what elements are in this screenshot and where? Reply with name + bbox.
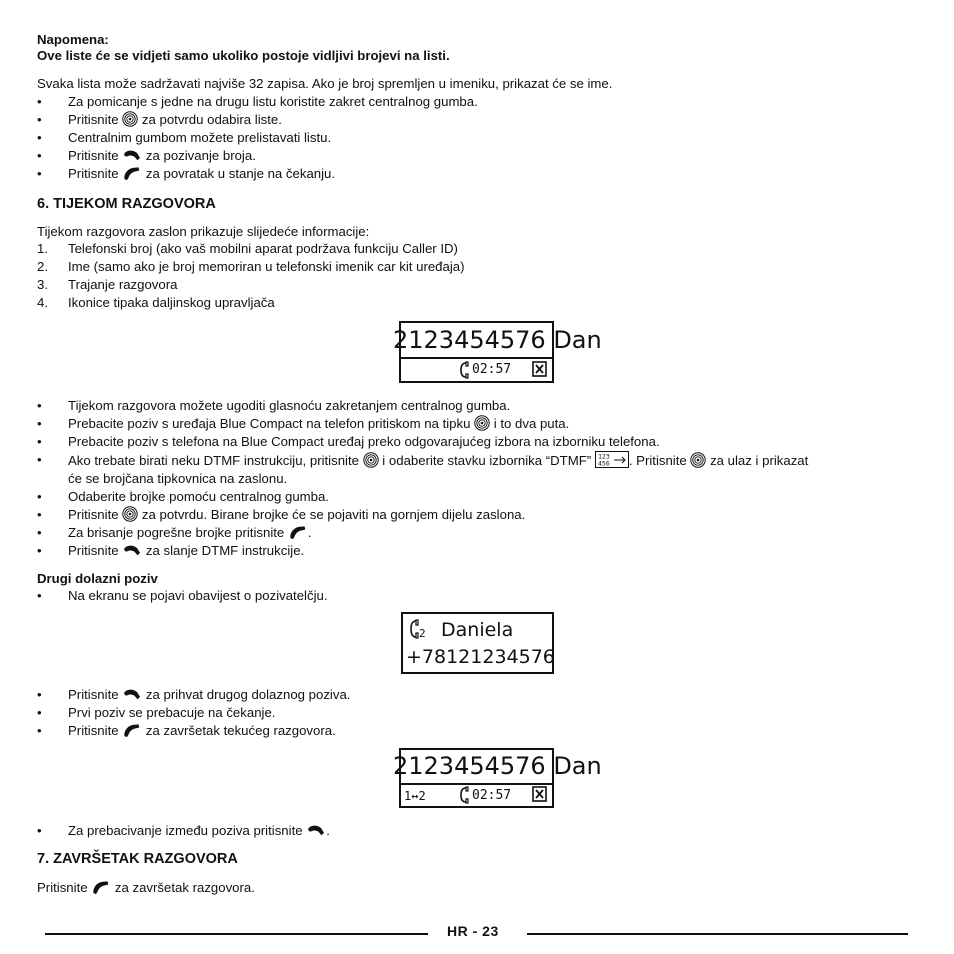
list-item: • Prebacite poziv s uređaja Blue Compact na telefon pritiskom na tipku i to dva puta. xyxy=(37,416,570,431)
list-item: • Ako trebate birati neku DTMF instrukciju, pritisnite i odaberite stavku izbornika “DTMF” 123 456 . Pritisnite za ulaz i prikazat će se brojčana tipkovnica na zaslonu. xyxy=(37,452,809,486)
call-hangup-icon xyxy=(122,166,142,181)
handset-icon xyxy=(409,619,419,639)
list-item: 1. Telefonski broj (ako vaš mobilni aparat podržava funkciju Caller ID) xyxy=(37,241,458,256)
center-knob-icon xyxy=(122,111,138,127)
page-footer xyxy=(45,920,908,944)
lcd-caller-name: Daniela xyxy=(441,619,514,641)
section6-intro: Tijekom razgovora zaslon prikazuje slijedeće informacije: xyxy=(37,224,370,239)
dtmf-keypad-icon xyxy=(595,451,629,468)
lcd-call-duration: 02:57 xyxy=(472,362,512,377)
list-item: • Pritisnite za potvrdu. Birane brojke će se pojaviti na gornjem dijelu zaslona. xyxy=(37,507,526,522)
page-number: HR - 23 xyxy=(447,923,499,939)
handset-icon xyxy=(459,786,469,804)
list-item: 4. Ikonice tipaka daljinskog upravljača xyxy=(37,295,275,310)
list-item: • Prebacite poziv s telefona na Blue Compact uređaj preko odgovarajućeg izbora na izborniku telefona. xyxy=(37,434,660,449)
section6-heading: 6. TIJEKOM RAZGOVORA xyxy=(37,196,216,212)
list-item: • Za brisanje pogrešne brojke pritisnite . xyxy=(37,525,312,540)
center-knob-icon xyxy=(122,506,138,522)
list-bullets xyxy=(37,93,922,183)
lcd-line-number: 2 xyxy=(419,627,426,640)
second-call-bullets xyxy=(37,587,922,605)
call-hangup-icon xyxy=(288,525,308,540)
list-item: • Pritisnite za potvrdu odabira liste. xyxy=(37,112,282,127)
list-item: • Pritisnite za slanje DTMF instrukcije. xyxy=(37,543,305,558)
list-item: • Pritisnite za prihvat drugog dolaznog poziva. xyxy=(37,687,351,702)
list-item: • Centralnim gumbom možete prelistavati listu. xyxy=(37,130,332,145)
list-item: • Pritisnite za povratak u stanje na čekanju. xyxy=(37,166,336,181)
call-pickup-icon xyxy=(122,687,142,702)
lcd-caller-number: +78121234576 xyxy=(406,646,555,668)
list-item: 3. Trajanje razgovora xyxy=(37,277,178,292)
lcd-incoming-call-display xyxy=(401,612,554,674)
lcd-number-line: 2123454576 Dan xyxy=(393,752,602,780)
list-item: • Prvi poziv se prebacuje na čekanje. xyxy=(37,705,276,720)
note-text: Ove liste će se vidjeti samo ukoliko postoje vidljivi brojevi na listi. xyxy=(37,48,450,63)
center-knob-icon xyxy=(363,452,379,468)
second-call-heading: Drugi dolazni poziv xyxy=(37,571,158,586)
list-item: • Pritisnite za pozivanje broja. xyxy=(37,148,256,163)
swap-bullet xyxy=(37,822,922,840)
lcd-two-calls-display xyxy=(393,748,602,808)
call-hangup-icon xyxy=(91,880,111,895)
footer-rule-right xyxy=(527,933,908,935)
call-pickup-icon xyxy=(122,148,142,163)
lcd-swap-indicator: 1↔2 xyxy=(404,789,426,803)
note-title: Napomena: xyxy=(37,32,109,47)
call-hangup-icon xyxy=(122,723,142,738)
close-box-icon xyxy=(532,361,547,377)
list-item: • Odaberite brojke pomoću centralnog gumba. xyxy=(37,489,329,504)
second-call-actions xyxy=(37,686,922,740)
section7-text: Pritisnite za završetak razgovora. xyxy=(37,880,255,895)
list-item: • Za pomicanje s jedne na drugu listu koristite zakret centralnog gumba. xyxy=(37,94,478,109)
center-knob-icon xyxy=(690,452,706,468)
lcd-call-display xyxy=(393,321,602,383)
lcd-call-duration: 02:57 xyxy=(472,788,512,803)
svg-text:456: 456 xyxy=(597,459,610,468)
call-pickup-icon xyxy=(122,543,142,558)
list-item: • Na ekranu se pojavi obavijest o pozivatelčju. xyxy=(37,588,328,603)
section7-heading: 7. ZAVRŠETAK RAZGOVORA xyxy=(37,851,238,867)
list-item: 2. Ime (samo ako je broj memoriran u telefonski imenik car kit uređaja) xyxy=(37,259,465,274)
handset-icon xyxy=(459,361,469,379)
list-item: • Za prebacivanje između poziva pritisnite . xyxy=(37,823,330,838)
footer-rule-left xyxy=(45,933,428,935)
lcd-number-line: 2123454576 Dan xyxy=(393,326,602,354)
svg-text:123: 123 xyxy=(597,452,610,461)
center-knob-icon xyxy=(474,415,490,431)
close-box-icon xyxy=(532,786,547,802)
list-item: • Pritisnite za završetak tekućeg razgovora. xyxy=(37,723,336,738)
intro-paragraph: Svaka lista može sadržavati najviše 32 zapisa. Ako je broj spremljen u imeniku, prikazat će se ime. xyxy=(37,76,613,91)
list-item: • Tijekom razgovora možete ugoditi glasnoću zakretanjem centralnog gumba. xyxy=(37,398,511,413)
call-pickup-icon xyxy=(306,823,326,838)
info-list xyxy=(37,240,922,312)
call-bullets xyxy=(37,397,922,560)
